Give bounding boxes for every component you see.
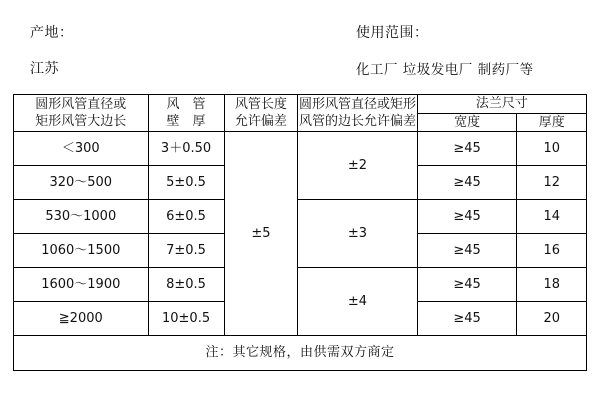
- header-side-tolerance: 圆形风管直径或矩形 风管的边长允许偏差: [298, 95, 417, 132]
- table-row: [14, 132, 587, 166]
- scope-value: 化工厂 垃圾发电厂 制药厂等: [356, 62, 534, 78]
- cell-diameter: 1600～1900: [14, 268, 149, 302]
- cell-flange-thickness: 10: [517, 132, 587, 166]
- cell-wall-thickness: 7±0.5: [148, 234, 224, 268]
- cell-side-tolerance: ±3: [298, 200, 417, 268]
- header-flange-group: 法兰尺寸: [417, 95, 586, 114]
- cell-flange-thickness: 18: [517, 268, 587, 302]
- cell-wall-thickness: 3＋0.50: [148, 132, 224, 166]
- table-row: [14, 268, 587, 302]
- cell-diameter: 530～1000: [14, 200, 149, 234]
- cell-flange-thickness: 16: [517, 234, 587, 268]
- table-row: [14, 200, 587, 234]
- table-note-row: [14, 336, 587, 371]
- table-header-row: [14, 95, 587, 114]
- cell-diameter: ≧2000: [14, 302, 149, 336]
- cell-flange-width: ≥45: [417, 166, 517, 200]
- header-flange-thickness: 厚度: [517, 113, 587, 132]
- scope-label: 使用范围：: [356, 25, 429, 41]
- cell-diameter: ＜300: [14, 132, 149, 166]
- header-flange-width: 宽度: [417, 113, 517, 132]
- cell-diameter: 1060～1500: [14, 234, 149, 268]
- cell-length-tolerance: ±5: [224, 132, 298, 336]
- origin-value: 江苏: [30, 61, 59, 77]
- cell-flange-width: ≥45: [417, 132, 517, 166]
- cell-wall-thickness: 10±0.5: [148, 302, 224, 336]
- cell-flange-thickness: 14: [517, 200, 587, 234]
- origin-label: 产地：: [30, 25, 74, 41]
- cell-wall-thickness: 6±0.5: [148, 200, 224, 234]
- cell-flange-width: ≥45: [417, 268, 517, 302]
- table-note: 注：其它规格，由供需双方商定: [14, 336, 587, 371]
- header-wall-thickness: 风 管 壁 厚: [148, 95, 224, 132]
- header-length-tolerance: 风管长度 允许偏差: [224, 95, 298, 132]
- header-diameter: 圆形风管直径或 矩形风管大边长: [14, 95, 149, 132]
- cell-wall-thickness: 5±0.5: [148, 166, 224, 200]
- cell-flange-width: ≥45: [417, 234, 517, 268]
- cell-wall-thickness: 8±0.5: [148, 268, 224, 302]
- cell-diameter: 320～500: [14, 166, 149, 200]
- cell-side-tolerance: ±4: [298, 268, 417, 336]
- document-header: [0, 0, 600, 88]
- cell-flange-width: ≥45: [417, 200, 517, 234]
- specification-table: [13, 94, 587, 371]
- cell-side-tolerance: ±2: [298, 132, 417, 200]
- cell-flange-thickness: 20: [517, 302, 587, 336]
- cell-flange-thickness: 12: [517, 166, 587, 200]
- cell-flange-width: ≥45: [417, 302, 517, 336]
